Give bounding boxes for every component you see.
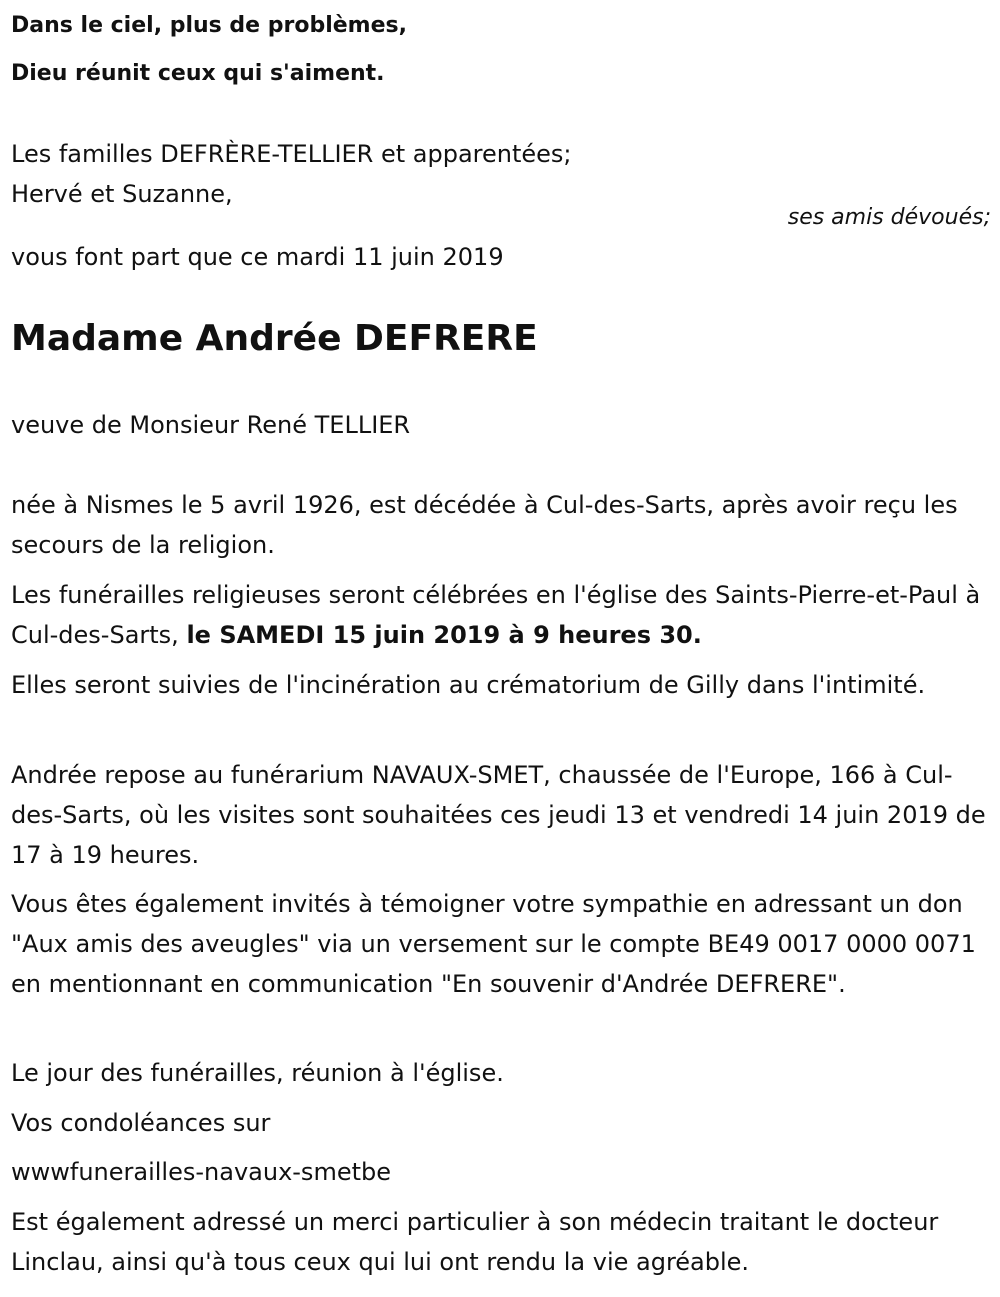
announcer-families: Les familles DEFRÈRE-TELLIER et apparentées; [11, 140, 572, 168]
funeral-location-text: Les funérailles religieuses seront célébrées en l'église des Saints-Pierre-et-Paul à Cul-des-Sarts, [11, 581, 981, 649]
funeral-date-text: le SAMEDI 15 juin 2019 à 9 heures 30. [186, 621, 702, 649]
donation-paragraph [11, 884, 986, 1004]
funeral-paragraph [11, 575, 986, 655]
announcement-date: vous font part que ce mardi 11 juin 2019 [11, 243, 504, 271]
birth-text: née à Nismes le 5 avril 1926, est décédée à Cul-des-Sarts, après avoir reçu les secours de la religion. [11, 491, 958, 559]
condolences-label: Vos condoléances sur [11, 1109, 271, 1137]
meeting-line: Le jour des funérailles, réunion à l'église. [11, 1059, 504, 1087]
funeral-text [11, 575, 986, 655]
thanks-paragraph [11, 1202, 986, 1282]
verse-line-2: Dieu réunit ceux qui s'aiment. [11, 61, 385, 86]
spouse-line: veuve de Monsieur René TELLIER [11, 411, 411, 439]
verse-line-1: Dans le ciel, plus de problèmes, [11, 13, 407, 38]
cremation-text: Elles seront suivies de l'incinération au crématorium de Gilly dans l'intimité. [11, 671, 926, 699]
birth-paragraph [11, 485, 986, 565]
announcer-friends: ses amis dévoués; [787, 205, 991, 230]
cremation-paragraph [11, 665, 986, 705]
deceased-name: Madame Andrée DEFRERE [11, 318, 538, 359]
rest-text: Andrée repose au funérarium NAVAUX-SMET, chaussée de l'Europe, 166 à Cul-des-Sarts, où les visites sont souhaitées ces jeudi 13 et vendredi 14 juin 2019 de 17 à 19 heures. [11, 761, 986, 869]
website-link[interactable]: wwwfunerailles-navaux-smetbe [11, 1158, 391, 1186]
thanks-text: Est également adressé un merci particulier à son médecin traitant le docteur Linclau, ainsi qu'à tous ceux qui lui ont rendu la vie agréable. [11, 1208, 939, 1276]
announcer-names: Hervé et Suzanne, [11, 180, 233, 208]
donation-text: Vous êtes également invités à témoigner votre sympathie en adressant un don "Aux amis des aveugles" via un versement sur le compte BE49 0017 0000 0071 en mentionnant en communication "En souvenir d'Andrée DEFRERE". [11, 890, 976, 998]
rest-paragraph [11, 755, 986, 875]
